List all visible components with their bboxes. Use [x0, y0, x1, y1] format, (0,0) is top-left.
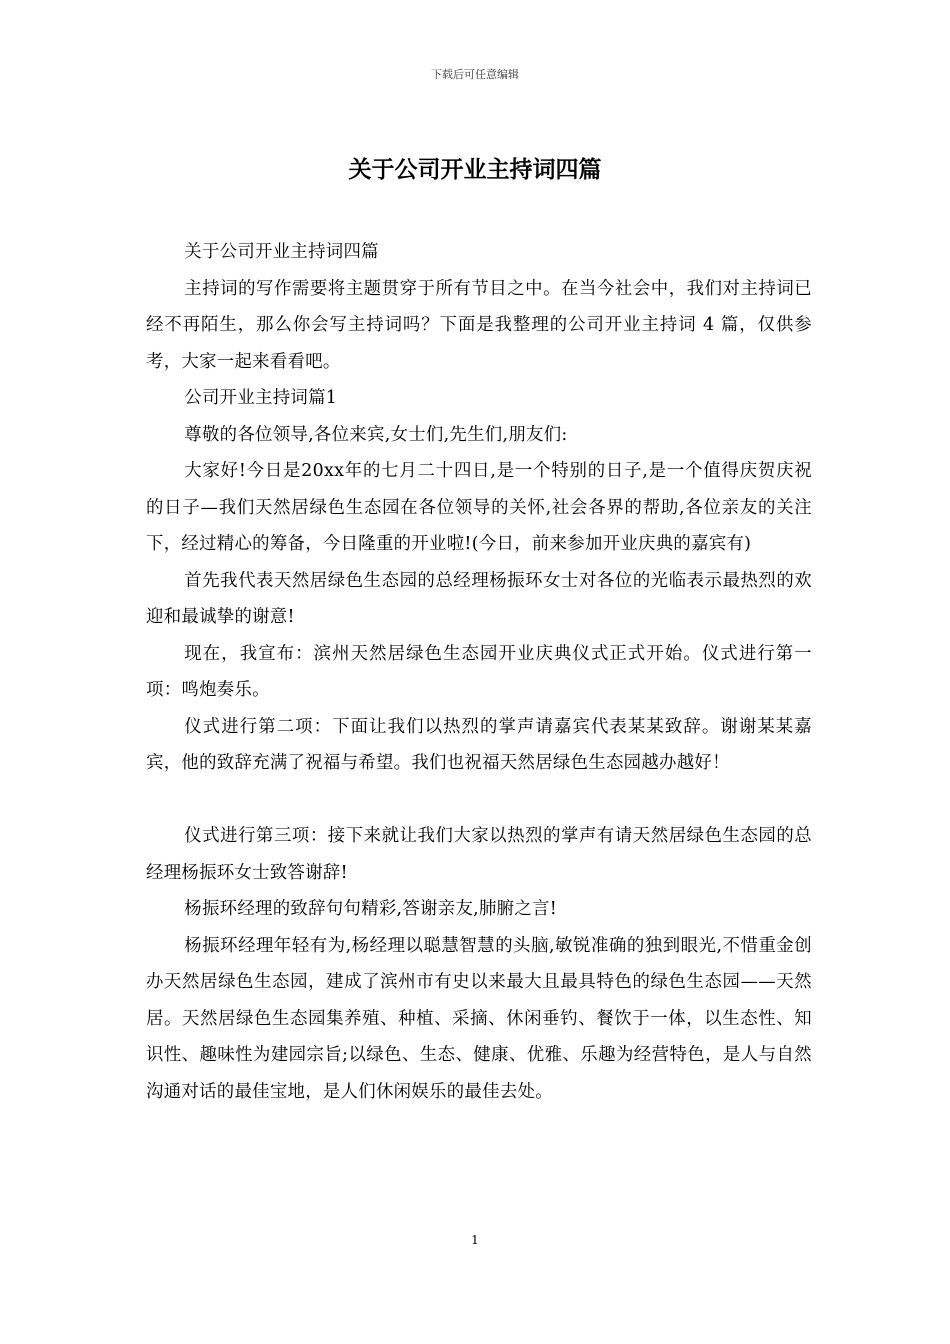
paragraph-speech-praise: 杨振环经理的致辞句句精彩,答谢亲友,肺腑之言! [184, 899, 558, 919]
paragraph-intro: 主持词的写作需要将主题贯穿于所有节目之中。在当今社会中，我们对主持词已经不再陌生，那么你会写主持词吗？下面是我整理的公司开业主持词 4 篇，仅供参考，大家一起来看看吧。 [146, 278, 812, 372]
paragraph-section-heading: 公司开业主持词篇1 [184, 388, 338, 408]
paragraph-welcome: 首先我代表天然居绿色生态园的总经理杨振环女士对各位的光临表示最热烈的欢迎和最诚挚的谢意! [146, 570, 812, 627]
paragraph-step-one: 现在，我宣布：滨州天然居绿色生态园开业庆典仪式正式开始。仪式进行第一项：鸣炮奏乐。 [146, 643, 812, 700]
paragraph-subtitle: 关于公司开业主持词四篇 [184, 242, 379, 262]
page-number: 1 [471, 1233, 479, 1247]
document-title: 关于公司开业主持词四篇 [348, 156, 602, 183]
paragraph-step-three: 仪式进行第三项：接下来就让我们大家以热烈的掌声有请天然居绿色生态园的总经理杨振环女士致答谢辞! [146, 826, 812, 883]
paragraph-manager-intro: 杨振环经理年轻有为,杨经理以聪慧智慧的头脑,敏锐准确的独到眼光,不惜重金创办天然居绿色生态园，建成了滨州市有史以来最大且最具特色的绿色生态园——天然居。天然居绿色生态园集养殖、种植、采摘、休闲垂钓、餐饮于一体，以生态性、知识性、趣味性为建园宗旨;以绿色、生态、健康、优雅、乐趣为经营特色，是人与自然沟通对话的最佳宝地，是人们休闲娱乐的最佳去处。 [146, 935, 812, 1102]
paragraph-greeting: 大家好!今日是20xx年的七月二十四日,是一个特别的日子,是一个值得庆贺庆祝的日子—我们天然居绿色生态园在各位领导的关怀,社会各界的帮助,各位亲友的关注下，经过精心的筹备，今日隆重的开业啦!(今日，前来参加开业庆典的嘉宾有) [146, 461, 812, 554]
paragraph-salutation: 尊敬的各位领导,各位来宾,女士们,先生们,朋友们: [184, 424, 568, 445]
document-body [146, 234, 812, 1110]
page-header: 下载后可任意编辑 [431, 68, 519, 81]
paragraph-step-two: 仪式进行第二项：下面让我们以热烈的掌声请嘉宾代表某某致辞。谢谢某某嘉宾，他的致辞充满了祝福与希望。我们也祝福天然居绿色生态园越办越好！ [146, 716, 812, 773]
